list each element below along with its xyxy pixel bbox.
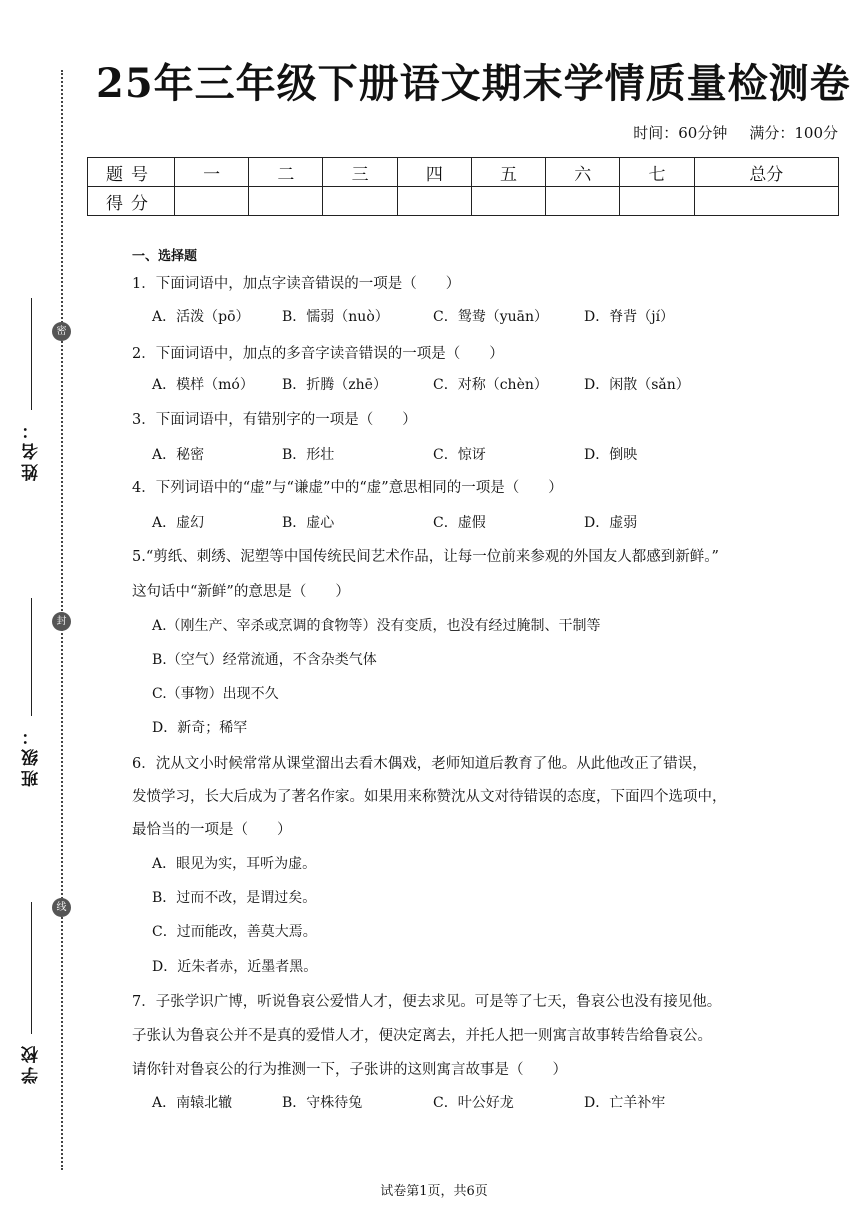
score-row-label: 得分 xyxy=(88,187,175,216)
score-cell[interactable] xyxy=(546,187,620,216)
score-cell[interactable] xyxy=(620,187,694,216)
question-4-option-b[interactable]: B．虚心 xyxy=(282,515,335,531)
question-5-option-a[interactable]: A.（刚生产、宰杀或烹调的食物等）没有变质，也没有经过腌制、干制等 xyxy=(152,618,601,634)
exam-full-score: 满分：100分 xyxy=(749,124,838,142)
seal-mark-feng: 封 xyxy=(52,612,71,631)
score-cell[interactable] xyxy=(175,187,249,216)
score-header-cell: 六 xyxy=(546,158,620,187)
seal-mark-xian: 线 xyxy=(52,898,71,917)
school-field-line xyxy=(31,902,32,1034)
score-header-cell: 题号 xyxy=(88,158,175,187)
question-5-option-c[interactable]: C.（事物）出现不久 xyxy=(152,686,279,702)
question-3-option-a[interactable]: A．秘密 xyxy=(152,447,205,463)
class-field-line xyxy=(31,598,32,716)
name-field[interactable] xyxy=(16,298,46,481)
question-1-option-d[interactable]: D．脊背（jí） xyxy=(584,309,675,325)
exam-meta xyxy=(633,122,838,143)
question-2-option-b[interactable]: B．折腾（zhē） xyxy=(282,377,387,393)
question-2-stem: 2．下面词语中，加点的多音字读音错误的一项是（ ） xyxy=(132,346,504,362)
question-6-option-d[interactable]: D．近朱者赤，近墨者黑。 xyxy=(152,959,318,975)
exam-time: 时间：60分钟 xyxy=(633,124,728,142)
school-field[interactable] xyxy=(16,902,46,1084)
question-6-option-c[interactable]: C．过而能改，善莫大焉。 xyxy=(152,924,317,940)
score-header-cell: 五 xyxy=(471,158,545,187)
question-7-stem-line-1: 7．子张学识广博，听说鲁哀公爱惜人才，便去求见。可是等了七天，鲁哀公也没有接见他。 xyxy=(132,994,722,1010)
exam-title: 25年三年级下册语文期末学情质量检测卷 xyxy=(96,60,851,107)
page-footer: 试卷第1页，共6页 xyxy=(380,1184,488,1199)
score-header-cell: 七 xyxy=(620,158,694,187)
score-cell[interactable] xyxy=(249,187,323,216)
question-3-option-d[interactable]: D．倒映 xyxy=(584,447,638,463)
question-6-stem-line-1: 6．沈从文小时候常常从课堂溜出去看木偶戏，老师知道后教育了他。从此他改正了错误， xyxy=(132,756,707,772)
seal-mark-mi: 密 xyxy=(52,322,71,341)
question-7-stem-line-3: 请你针对鲁哀公的行为推测一下，子张讲的这则寓言故事是（ ） xyxy=(132,1062,567,1078)
score-header-cell: 三 xyxy=(323,158,397,187)
question-7-option-b[interactable]: B．守株待兔 xyxy=(282,1095,363,1111)
name-field-line xyxy=(31,298,32,410)
question-4-stem: 4．下列词语中的“虚”与“谦虚”中的“虚”意思相同的一项是（ ） xyxy=(132,480,563,496)
question-3-option-b[interactable]: B．形壮 xyxy=(282,447,335,463)
question-1-option-b[interactable]: B．懦弱（nuò） xyxy=(282,309,389,325)
question-6-option-b[interactable]: B．过而不改，是谓过矣。 xyxy=(152,890,317,906)
class-field[interactable] xyxy=(16,598,46,787)
question-5-option-d[interactable]: D．新奇；稀罕 xyxy=(152,720,248,736)
question-7-option-a[interactable]: A．南辕北辙 xyxy=(152,1095,233,1111)
question-7-option-c[interactable]: C．叶公好龙 xyxy=(433,1095,514,1111)
question-7-option-d[interactable]: D．亡羊补牢 xyxy=(584,1095,666,1111)
class-label: 班级： xyxy=(21,724,42,787)
score-header-cell: 总分 xyxy=(694,158,838,187)
question-2-option-c[interactable]: C．对称（chèn） xyxy=(433,377,548,393)
question-5-stem-line-2: 这句话中“新鲜”的意思是（ ） xyxy=(132,584,350,600)
score-cell[interactable] xyxy=(397,187,471,216)
question-5-stem-line-1: 5.“剪纸、刺绣、泥塑等中国传统民间艺术作品，让每一位前来参观的外国友人都感到新鲜。” xyxy=(132,549,719,565)
score-header-cell: 四 xyxy=(397,158,471,187)
score-header-cell: 一 xyxy=(175,158,249,187)
question-4-option-d[interactable]: D．虚弱 xyxy=(584,515,638,531)
question-6-stem-line-3: 最恰当的一项是（ ） xyxy=(132,822,292,838)
name-label: 姓名： xyxy=(21,418,42,481)
question-1-stem: 1．下面词语中，加点字读音错误的一项是（ ） xyxy=(132,276,461,292)
question-3-option-c[interactable]: C．惊讶 xyxy=(433,447,486,463)
question-7-stem-line-2: 子张认为鲁哀公并不是真的爱惜人才，便决定离去，并托人把一则寓言故事转告给鲁哀公。 xyxy=(132,1028,712,1044)
question-1-option-a[interactable]: A．活泼（pō） xyxy=(152,309,250,325)
question-3-stem: 3．下面词语中，有错别字的一项是（ ） xyxy=(132,412,417,428)
score-table xyxy=(87,157,839,216)
question-4-option-a[interactable]: A．虚幻 xyxy=(152,515,205,531)
score-cell[interactable] xyxy=(471,187,545,216)
question-2-option-d[interactable]: D．闲散（sǎn） xyxy=(584,377,690,393)
score-header-cell: 二 xyxy=(249,158,323,187)
question-6-stem-line-2: 发愤学习，长大后成为了著名作家。如果用来称赞沈从文对待错误的态度，下面四个选项中， xyxy=(132,789,727,805)
question-6-option-a[interactable]: A．眼见为实，耳听为虚。 xyxy=(152,856,317,872)
score-table-score-row xyxy=(88,187,839,216)
binding-margin xyxy=(0,0,80,1227)
question-2-option-a[interactable]: A．模样（mó） xyxy=(152,377,254,393)
question-4-option-c[interactable]: C．虚假 xyxy=(433,515,486,531)
section-heading: 一、选择题 xyxy=(132,249,198,264)
score-cell[interactable] xyxy=(323,187,397,216)
score-cell[interactable] xyxy=(694,187,838,216)
question-1-option-c[interactable]: C．鸳鸯（yuān） xyxy=(433,309,549,325)
school-label: 学校 xyxy=(21,1042,42,1084)
question-5-option-b[interactable]: B.（空气）经常流通，不含杂类气体 xyxy=(152,652,377,668)
score-table-header-row xyxy=(88,158,839,187)
